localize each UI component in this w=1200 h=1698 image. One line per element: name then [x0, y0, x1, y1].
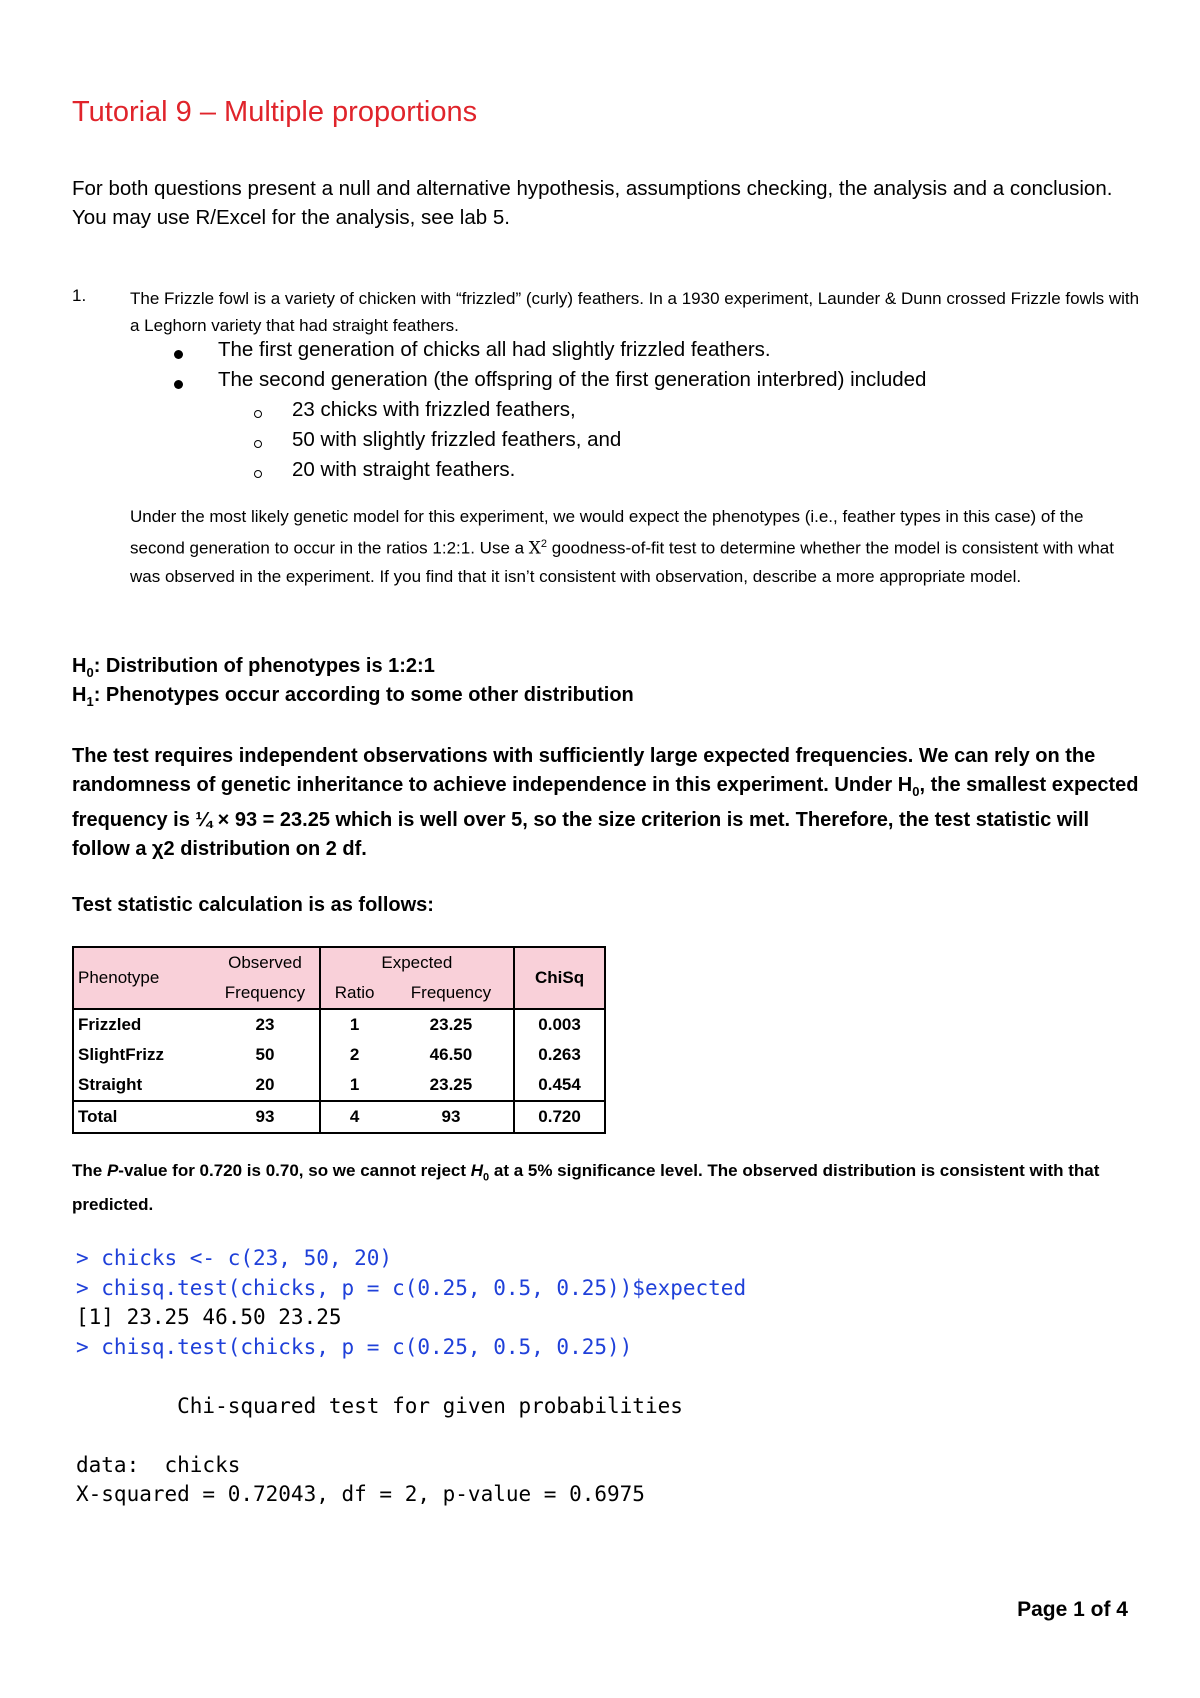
bullet-first-generation: The first generation of chicks all had slightly frizzled feathers. [218, 338, 771, 361]
page-number: Page 1 of 4 [1017, 1598, 1128, 1621]
h1-subscript: 1 [86, 694, 94, 709]
cell-observed: 23 [211, 1009, 319, 1040]
question-number: 1. [72, 286, 87, 305]
sub-bullet-frizzled: 23 chicks with frizzled feathers, [292, 398, 576, 421]
cell-phenotype: Straight [78, 1075, 143, 1094]
assumptions-subscript: 0 [912, 784, 920, 799]
model-text-before: Under the most likely genetic model for this experiment, we would expect the phenotypes (i.e., feather types in this case) of the second generation to occur in the ratios 1:2:1. Use a [130, 507, 1084, 558]
h1-label: H [72, 684, 87, 706]
cell-expected: 23.25 [389, 1009, 514, 1040]
p-value-paragraph [72, 1157, 1142, 1219]
cell-total-expected: 93 [389, 1101, 514, 1133]
code-line-blank [76, 1362, 746, 1392]
pvalue-text-2: -value for 0.720 is 0.70, so we cannot reject [118, 1161, 471, 1180]
table-total-row [73, 1101, 605, 1133]
model-text-after: goodness-of-fit test to determine whether the model is consistent with what was observed in the experiment. If you find that it isn’t consistent with observation, describe a more appropriate model. [130, 538, 1114, 586]
alternative-hypothesis [72, 681, 634, 716]
h0-subscript: 0 [86, 665, 94, 680]
cell-chisq: 0.454 [514, 1070, 605, 1101]
code-line: > chisq.test(chicks, p = c(0.25, 0.5, 0.25))$expected [76, 1275, 747, 1300]
cell-total-chisq: 0.720 [514, 1101, 605, 1133]
cell-total-label: Total [73, 1101, 211, 1133]
sub-bullet-slightly-frizzled: 50 with slightly frizzled feathers, and [292, 428, 622, 451]
cell-ratio: 2 [320, 1040, 389, 1070]
code-line: > chisq.test(chicks, p = c(0.25, 0.5, 0.25)) [76, 1334, 633, 1359]
chi-superscript: 2 [540, 537, 548, 550]
cell-phenotype: SlightFrizz [78, 1045, 164, 1064]
code-line: Chi-squared test for given probabilities [76, 1393, 683, 1418]
header-frequency: Frequency [389, 978, 514, 1009]
code-line: > chicks <- c(23, 50, 20) [76, 1246, 393, 1270]
cell-expected: 46.50 [429, 1045, 473, 1064]
header-observed-bottom: Frequency [211, 978, 319, 1009]
r-code-output [76, 1244, 746, 1510]
bullet-dot [174, 380, 183, 389]
question-paragraph: The Frizzle fowl is a variety of chicken with “frizzled” (curly) feathers. In a 1930 experiment, Launder & Dunn crossed Frizzle fowls with a Leghorn variety that had straight feathers. [130, 289, 1140, 335]
code-line: data: chicks [76, 1452, 241, 1477]
h0-text: : Distribution of phenotypes is 1:2:1 [93, 655, 435, 677]
sub-bullet-straight: 20 with straight feathers. [292, 458, 516, 481]
cell-observed: 20 [255, 1075, 275, 1094]
pvalue-text-1: The [72, 1161, 107, 1180]
cell-total-observed: 93 [211, 1101, 319, 1133]
table-row [73, 1070, 605, 1101]
header-phenotype: Phenotype [73, 947, 211, 1009]
bullet-second-generation: The second generation (the offspring of the first generation interbred) included [218, 368, 927, 391]
h0-label: H [72, 655, 87, 677]
bullet-dot [174, 350, 183, 359]
code-line-blank [76, 1421, 746, 1451]
cell-total-ratio: 4 [320, 1101, 389, 1133]
header-observed-top: Observed [211, 947, 319, 978]
pvalue-p-italic: P [106, 1161, 119, 1180]
table-row [73, 1009, 605, 1040]
cell-chisq: 0.263 [514, 1040, 605, 1070]
cell-phenotype: Frizzled [73, 1009, 211, 1040]
cell-ratio: 1 [320, 1070, 389, 1101]
page-title: Tutorial 9 – Multiple proportions [72, 96, 478, 128]
assumptions-text-1: The test requires independent observations with sufficiently large expected frequencies. We can rely on the randomness of genetic inheritance to achieve independence in this experiment. Under H [72, 745, 1096, 796]
pvalue-h-subscript: 0 [483, 1171, 490, 1184]
sub-bullet-circle [254, 440, 262, 448]
table-row [73, 1040, 605, 1070]
header-expected-top: Expected [320, 947, 515, 978]
test-statistic-label: Test statistic calculation is as follows: [72, 894, 434, 916]
cell-observed: 50 [255, 1045, 275, 1064]
intro-paragraph: For both questions present a null and alternative hypothesis, assumptions checking, the analysis and a conclusion. You may use R/Excel for the analysis, see lab 5. [72, 177, 1113, 229]
model-paragraph [130, 503, 1140, 590]
cell-expected: 23.25 [429, 1075, 473, 1094]
chi-symbol: X [528, 538, 541, 559]
header-chisq: ChiSq [514, 947, 605, 1009]
pvalue-text-3: at a 5% significance level. The observed distribution is consistent with that predicted. [72, 1161, 1100, 1215]
sub-bullet-circle [254, 410, 262, 418]
chi-square-table [72, 946, 606, 1134]
pvalue-h-italic: H [470, 1161, 484, 1180]
h1-text: : Phenotypes occur according to some other distribution [93, 684, 634, 706]
code-line: X-squared = 0.72043, df = 2, p-value = 0.6975 [76, 1482, 645, 1506]
assumptions-paragraph [72, 742, 1142, 864]
header-ratio: Ratio [320, 978, 389, 1009]
assumptions-text-2: , the smallest expected frequency is ¼ × 93 = 23.25 which is well over 5, so the size criterion is met. Therefore, the test statistic will follow a χ2 distribution on 2 df. [72, 774, 1139, 860]
sub-bullet-circle [254, 470, 262, 478]
cell-chisq: 0.003 [514, 1009, 605, 1040]
code-line: [1] 23.25 46.50 23.25 [76, 1305, 342, 1329]
cell-ratio: 1 [320, 1009, 389, 1040]
